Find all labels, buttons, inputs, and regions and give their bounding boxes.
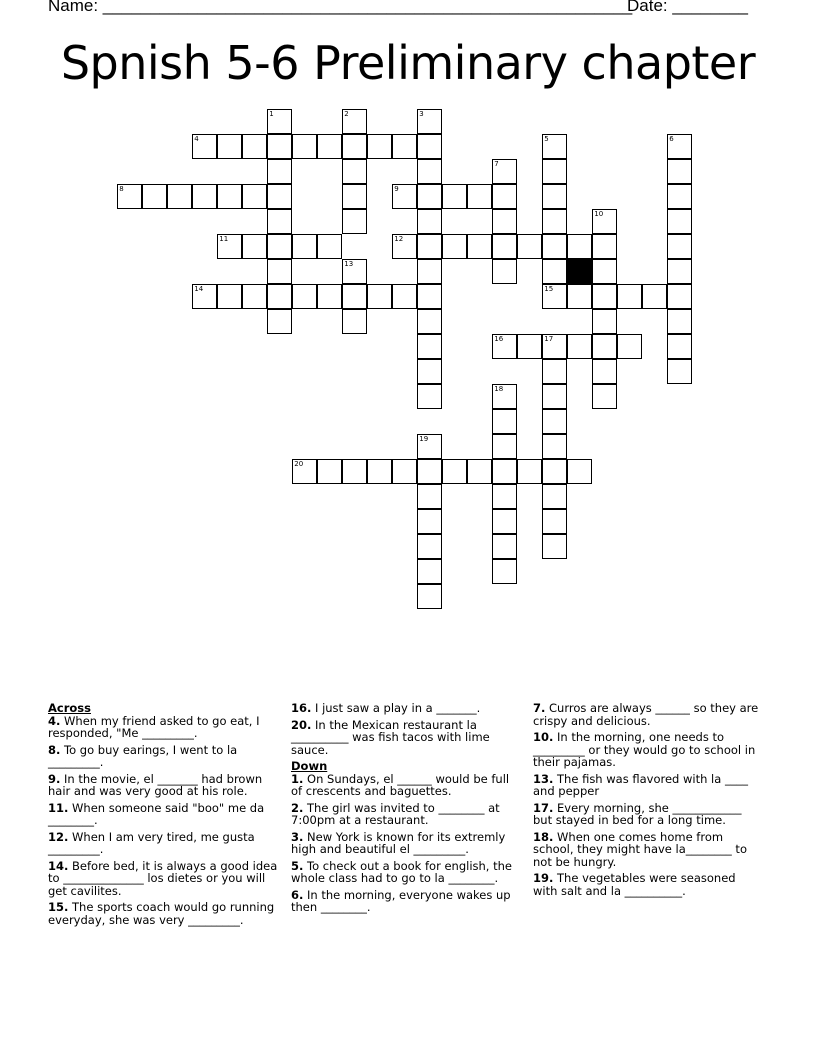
grid-cell[interactable] [417,584,442,609]
grid-cell[interactable] [592,284,617,309]
grid-cell[interactable] [517,459,542,484]
grid-cell[interactable] [492,209,517,234]
grid-cell[interactable] [442,234,467,259]
grid-cell[interactable] [667,184,692,209]
clue-number: 2 [344,110,349,119]
grid-cell[interactable] [492,459,517,484]
grid-cell[interactable] [567,459,592,484]
grid-cell[interactable] [417,284,442,309]
grid-cell[interactable] [417,434,442,459]
grid-cell[interactable] [417,534,442,559]
clue-across-8: 8. To go buy earings, I went to la _________. [48,742,238,769]
clue-number: 20 [294,460,304,469]
grid-cell[interactable] [267,184,292,209]
grid-cell[interactable] [592,259,617,284]
grid-cell[interactable] [267,159,292,184]
grid-cell[interactable] [542,184,567,209]
date-field-label: Date: ________ [627,0,748,15]
grid-cell[interactable] [142,184,167,209]
grid-cell[interactable] [417,334,442,359]
grid-cell[interactable] [242,134,267,159]
grid-cell[interactable] [217,184,242,209]
clue-across-9: 9. In the movie, el _______ had brown hair and was very good at his role. [48,771,263,798]
grid-cell[interactable] [492,159,517,184]
clue-number: 8 [119,185,124,194]
grid-cell[interactable] [492,409,517,434]
grid-cell[interactable] [342,259,367,284]
grid-cell[interactable] [367,459,392,484]
grid-cell[interactable] [592,309,617,334]
grid-cell[interactable] [592,209,617,234]
clue-across-14: 14. Before bed, it is always a good idea to ______________ los dietes or you will get cavilites. [48,858,278,898]
clue-number: 5 [544,135,549,144]
grid-cell[interactable] [217,234,242,259]
grid-cell[interactable] [492,334,517,359]
grid-cell[interactable] [542,409,567,434]
clue-down-6: 6. In the morning, everyone wakes up then ________. [291,887,511,914]
grid-cell[interactable] [267,284,292,309]
grid-cell[interactable] [417,459,442,484]
grid-cell[interactable] [192,284,217,309]
grid-cell[interactable] [417,484,442,509]
clue-number: 17 [544,335,554,344]
grid-cell[interactable] [417,309,442,334]
grid-cell[interactable] [492,559,517,584]
clue-across-15: 15. The sports coach would go running everyday, she was very _________. [48,900,275,927]
grid-cell[interactable] [417,134,442,159]
grid-cell[interactable] [492,484,517,509]
grid-cell[interactable] [467,459,492,484]
grid-cell[interactable] [267,309,292,334]
grid-cell[interactable] [167,184,192,209]
grid-cell[interactable] [542,534,567,559]
grid-cell[interactable] [267,234,292,259]
grid-cell[interactable] [267,134,292,159]
grid-cell[interactable] [242,184,267,209]
grid-cell[interactable] [267,209,292,234]
clues-column-3 [533,700,763,901]
name-field-label: Name: ________________________________________________________ [48,0,633,15]
grid-cell[interactable] [417,184,442,209]
grid-cell[interactable] [317,134,342,159]
grid-cell[interactable] [492,259,517,284]
grid-cell[interactable] [317,459,342,484]
grid-cell[interactable] [492,184,517,209]
grid-cell[interactable] [342,309,367,334]
grid-cell[interactable] [667,284,692,309]
grid-cell[interactable] [417,384,442,409]
grid-cell[interactable] [442,184,467,209]
grid-cell[interactable] [342,134,367,159]
grid-cell[interactable] [667,259,692,284]
clue-number: 13 [344,260,354,269]
grid-cell[interactable] [492,534,517,559]
clue-number: 3 [419,110,424,119]
grid-cell[interactable] [542,509,567,534]
grid-cell[interactable] [617,334,642,359]
clue-across-20: 20. In the Mexican restaurant la __________ was fish tacos with lime sauce. [291,717,490,757]
clue-number: 4 [194,135,199,144]
grid-cell[interactable] [592,359,617,384]
grid-cell[interactable] [667,234,692,259]
grid-cell[interactable] [342,109,367,134]
grid-cell[interactable] [542,134,567,159]
clue-number: 6 [669,135,674,144]
page-title: Spnish 5-6 Preliminary chapter [60,36,756,90]
grid-cell[interactable] [417,359,442,384]
grid-cell[interactable] [542,209,567,234]
grid-cell[interactable] [392,134,417,159]
grid-cell[interactable] [542,334,567,359]
grid-cell[interactable] [267,259,292,284]
clue-number: 16 [494,335,504,344]
grid-cell[interactable] [342,184,367,209]
grid-cell[interactable] [292,134,317,159]
grid-cell[interactable] [567,334,592,359]
clue-down-5: 5. To check out a book for english, the whole class had to go to la ________. [291,858,512,885]
grid-cell[interactable] [542,159,567,184]
clue-down-18: 18. When one comes home from school, they might have la________ to not be hungry. [533,829,747,869]
grid-cell[interactable] [567,234,592,259]
grid-cell[interactable] [267,109,292,134]
clue-across-16: 16. I just saw a play in a _______. [291,701,481,715]
grid-cell[interactable] [542,259,567,284]
grid-cell[interactable] [542,459,567,484]
clue-down-10: 10. In the morning, one needs to _________ or they would go to school in their pajamas. [533,730,756,769]
grid-cell[interactable] [492,234,517,259]
grid-cell[interactable] [342,284,367,309]
clue-number: 7 [494,160,499,169]
grid-cell[interactable] [617,284,642,309]
grid-cell[interactable] [217,284,242,309]
clue-across-11: 11. When someone said "boo" me da ________. [48,800,265,827]
grid-cell[interactable] [417,234,442,259]
grid-cell[interactable] [217,134,242,159]
clue-across-4: 4. When my friend asked to go eat, I responded, "Me _________. [48,713,260,740]
grid-cell[interactable] [242,234,267,259]
down-heading: Down [291,759,328,773]
clue-number: 1 [269,110,274,119]
grid-cell[interactable] [367,134,392,159]
grid-cell[interactable] [392,234,417,259]
grid-cell[interactable] [417,209,442,234]
grid-cell[interactable] [417,159,442,184]
grid-cell[interactable] [667,209,692,234]
grid-cell[interactable] [192,134,217,159]
grid-cell[interactable] [292,284,317,309]
grid-cell[interactable] [442,459,467,484]
grid-cell[interactable] [292,459,317,484]
grid-cell[interactable] [392,284,417,309]
grid-cell[interactable] [592,334,617,359]
grid-cell[interactable] [492,434,517,459]
grid-cell[interactable] [667,134,692,159]
clue-number: 18 [494,385,504,394]
grid-cell[interactable] [517,234,542,259]
grid-cell[interactable] [542,484,567,509]
grid-cell[interactable] [417,259,442,284]
clue-number: 10 [594,210,604,219]
grid-cell[interactable] [667,359,692,384]
grid-cell[interactable] [417,109,442,134]
grid-cell[interactable] [242,284,267,309]
grid-cell[interactable] [417,559,442,584]
grid-cell[interactable] [467,184,492,209]
grid-cell[interactable] [542,384,567,409]
grid-cell[interactable] [317,234,342,259]
grid-cell[interactable] [492,509,517,534]
clue-number: 12 [394,235,404,244]
grid-cell[interactable] [117,184,142,209]
clue-number: 14 [194,285,204,294]
clue-down-1: 1. On Sundays, el ______ would be full of crescents and baguettes. [291,771,510,798]
grid-cell[interactable] [317,284,342,309]
grid-cell[interactable] [542,434,567,459]
clue-down-7: 7. Curros are always ______ so they are crispy and delicious. [533,701,759,728]
clue-across-12: 12. When I am very tired, me gusta _________. [48,829,255,856]
grid-cell[interactable] [542,359,567,384]
clue-number: 19 [419,435,429,444]
clue-down-2: 2. The girl was invited to ________ at 7:00pm at a restaurant. [291,800,500,827]
clue-number: 9 [394,185,399,194]
grid-cell[interactable] [542,284,567,309]
grid-cell[interactable] [667,309,692,334]
grid-cell[interactable] [342,209,367,234]
clue-down-19: 19. The vegetables were seasoned with salt and la __________. [533,871,736,898]
black-cell [567,259,592,284]
grid-cell[interactable] [492,384,517,409]
grid-cell[interactable] [292,234,317,259]
grid-cell[interactable] [542,234,567,259]
grid-cell[interactable] [642,284,667,309]
clues-column-2 [291,700,516,918]
grid-cell[interactable] [667,334,692,359]
clue-number: 11 [219,235,229,244]
grid-cell[interactable] [367,284,392,309]
grid-cell[interactable] [392,459,417,484]
grid-cell[interactable] [392,184,417,209]
clues-column-1 [48,700,278,930]
grid-cell[interactable] [192,184,217,209]
across-heading: Across [48,701,91,715]
clue-down-3: 3. New York is known for its extremly high and beautiful el _________. [291,829,506,856]
grid-cell[interactable] [417,509,442,534]
clue-number: 15 [544,285,554,294]
grid-cell[interactable] [342,159,367,184]
grid-cell[interactable] [567,284,592,309]
grid-cell[interactable] [467,234,492,259]
clue-down-17: 17. Every morning, she ____________ but stayed in bed for a long time. [533,800,742,827]
grid-cell[interactable] [517,334,542,359]
grid-cell[interactable] [667,159,692,184]
grid-cell[interactable] [342,459,367,484]
grid-cell[interactable] [592,384,617,409]
grid-cell[interactable] [592,234,617,259]
clue-down-13: 13. The fish was flavored with la ____ and pepper [533,771,748,798]
